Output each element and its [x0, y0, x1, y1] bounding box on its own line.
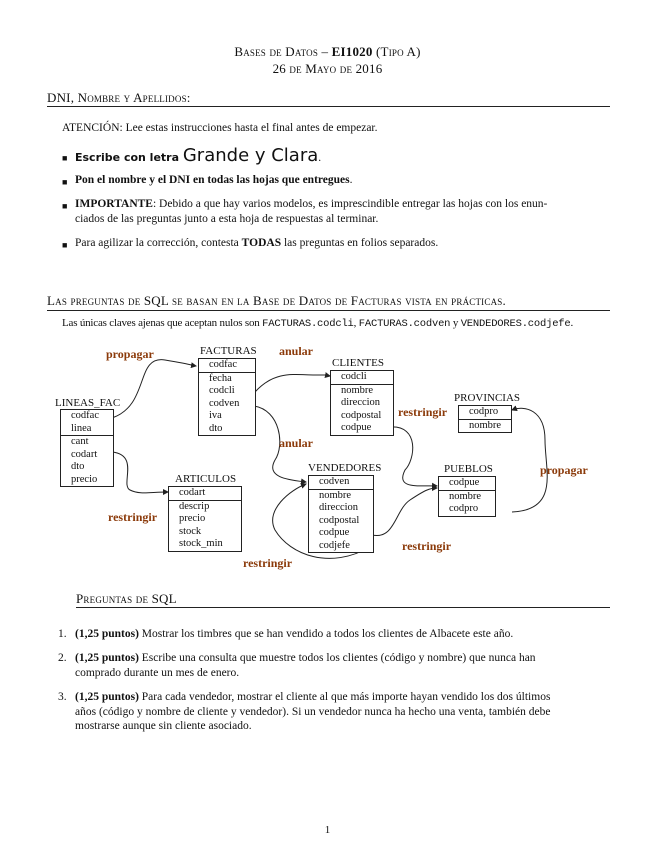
- question-number: 2.: [58, 652, 67, 664]
- bullet-icon: ■: [62, 201, 68, 211]
- exam-title: Bases de Datos – EI1020 (Tipo A): [234, 44, 421, 59]
- column: cant: [71, 436, 89, 447]
- question-2: 2. (1,25 puntos) Escribe una consulta que muestre todos los clientes (código y nombre) que nunca han comprado durante un mes de enero.: [58, 652, 536, 679]
- label-anular: anular: [279, 344, 314, 358]
- fk-lineas-articulos: [112, 452, 168, 493]
- label-restringir: restringir: [398, 405, 448, 419]
- fk-pueblos-provincias: [512, 408, 547, 512]
- instruction-4: Para agilizar la corrección, contesta TODAS las preguntas en folios separados.: [75, 237, 439, 249]
- column: dto: [71, 461, 85, 472]
- fk-facturas-clientes: [255, 375, 330, 392]
- column: fecha: [209, 372, 232, 384]
- table-articulos: [168, 486, 242, 552]
- table-name-vendedores: VENDEDORES: [308, 462, 382, 474]
- column: nombre: [341, 384, 374, 396]
- bullet-icon: ■: [62, 240, 68, 250]
- nullable-keys-note: Las únicas claves ajenas que aceptan nulos son FACTURAS.codcli, FACTURAS.codven y VENDEDORES.codjefe.: [62, 317, 574, 330]
- column: codart: [71, 448, 98, 460]
- column: codpro: [449, 503, 479, 514]
- table-name-clientes: CLIENTES: [332, 357, 384, 369]
- label-restringir: restringir: [402, 539, 452, 553]
- column: codven: [209, 397, 240, 409]
- column: codcli: [209, 385, 235, 396]
- column: nombre: [469, 419, 502, 431]
- pk-column: linea: [71, 422, 92, 434]
- table-name-articulos: ARTICULOS: [175, 473, 237, 485]
- instruction-3: IMPORTANTE: Debido a que hay varios modelos, es imprescindible entregar las hojas con los enun- ciados de las preguntas junto a esta hoja de respuestas al terminar.: [75, 198, 548, 225]
- column: codjefe: [319, 539, 350, 551]
- question-number: 1.: [58, 628, 67, 640]
- column: descrip: [179, 500, 210, 512]
- table-clientes: [330, 370, 394, 436]
- question-number: 3.: [58, 691, 67, 703]
- bullet-icon: ■: [62, 153, 68, 163]
- dni-label: DNI, Nombre y Apellidos:: [47, 90, 191, 105]
- pk-column: codven: [319, 476, 350, 487]
- column: codpostal: [319, 514, 360, 526]
- column: direccion: [319, 502, 359, 513]
- pk-column: codpue: [449, 477, 480, 488]
- table-provincias: [458, 405, 512, 433]
- column: direccion: [341, 397, 381, 408]
- instruction-2: Pon el nombre y el DNI en todas las hojas que entregues.: [75, 174, 353, 186]
- label-propagar: propagar: [106, 347, 154, 361]
- column: precio: [179, 513, 206, 524]
- exam-date: 26 de Mayo de 2016: [272, 61, 383, 76]
- label-propagar: propagar: [540, 463, 588, 477]
- attention-text: ATENCIÓN: Lee estas instrucciones hasta el final antes de empezar.: [62, 122, 378, 134]
- course-code: EI1020: [331, 44, 373, 59]
- pk-column: codfac: [209, 359, 237, 370]
- column: stock_min: [179, 538, 223, 549]
- column: precio: [71, 473, 98, 485]
- column: dto: [209, 422, 223, 434]
- divider: [76, 607, 610, 608]
- sql-section-title: Las preguntas de SQL se basan en la Base de Datos de Facturas vista en prácticas.: [47, 293, 506, 308]
- questions-title: Preguntas de SQL: [76, 591, 177, 606]
- table-name-lineas-fac: LINEAS_FAC: [55, 397, 121, 409]
- label-restringir: restringir: [243, 556, 293, 570]
- table-name-provincias: PROVINCIAS: [454, 392, 521, 404]
- fk-clientes-pueblos: [390, 427, 437, 486]
- table-vendedores: [308, 475, 374, 553]
- question-1: 1. (1,25 puntos) Mostrar los timbres que se han vendido a todos los clientes de Albacete este año.: [58, 628, 514, 640]
- fk-lineas-facturas: [112, 360, 196, 418]
- table-facturas: [198, 358, 256, 436]
- column: nombre: [319, 489, 352, 501]
- table-pueblos: [438, 476, 496, 517]
- table-lineas-fac: [60, 409, 114, 487]
- fk-vendedores-pueblos: [372, 488, 437, 536]
- bullet-icon: ■: [62, 177, 68, 187]
- label-restringir: restringir: [108, 510, 158, 524]
- page-number: 1: [324, 824, 331, 836]
- instruction-1: Escribe con letra Grande y Clara.: [75, 145, 322, 166]
- pk-column: codfac: [71, 410, 99, 421]
- column: iva: [209, 410, 222, 421]
- column: codpue: [341, 422, 372, 433]
- table-name-facturas: FACTURAS: [200, 345, 257, 357]
- column: nombre: [449, 490, 482, 502]
- pk-column: codpro: [469, 406, 499, 417]
- column: codpue: [319, 527, 350, 538]
- column: codpostal: [341, 409, 382, 421]
- pk-column: codcli: [341, 371, 367, 382]
- pk-column: codart: [179, 487, 206, 498]
- column: stock: [179, 525, 202, 537]
- label-anular: anular: [279, 436, 314, 450]
- question-3: 3. (1,25 puntos) Para cada vendedor, mostrar el cliente al que más importe hayan vendido los dos últimos años (código y nombre de cliente y vendedor). Si un vendedor nunca ha hecho una venta, también debe mostrarse aunque sin cliente asociado.: [58, 691, 551, 732]
- table-name-pueblos: PUEBLOS: [444, 463, 493, 475]
